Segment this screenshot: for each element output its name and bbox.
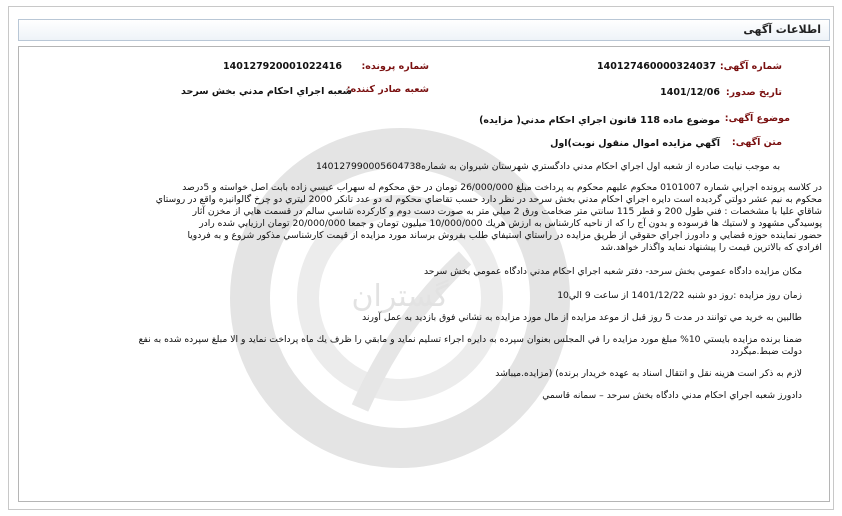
file-number-label: شماره پرونده: bbox=[361, 61, 429, 72]
text-label: متن آگهی: bbox=[731, 137, 782, 148]
body-line: دادورز شعبه اجراي احكام مدني دادگاه بخش سرحد – سمانه قاسمي bbox=[542, 390, 802, 401]
body-line: در كلاسه پرونده اجرايي شماره 0101007 محكوم عليهم محكوم به پرداخت مبلغ 26/000/000 تومان در حق محكوم له سهراب عيسي زاده بابت اصل خواسته و 5درصد bbox=[182, 182, 822, 193]
body-line: افرادي كه بالاترين قيمت را پيشنهاد نمايد واگذار خواهد.شد bbox=[600, 242, 822, 253]
section-title: اطلاعات آگهی bbox=[743, 23, 821, 36]
issue-date-label: تاریخ صدور: bbox=[725, 87, 782, 98]
subject-label: موضوع آگهی: bbox=[724, 113, 790, 124]
text-title: آگهي مزايده اموال منقول نوبت)اول bbox=[550, 138, 720, 149]
subject: موضوع ماده 118 قانون اجراي احكام مدني( مزايده) bbox=[479, 115, 720, 126]
body-line: به موجب نيابت صادره از شعبه اول اجراي احكام مدني دادگستري شهرستان شيروان به شماره140127990005604738 bbox=[315, 161, 780, 172]
issue-date: 1401/12/06 bbox=[660, 87, 720, 98]
section-header bbox=[18, 19, 830, 41]
notice-number: 140127460000324037 bbox=[597, 61, 716, 72]
file-number: 140127920001022416 bbox=[223, 61, 342, 72]
body-line: شاقاي عليا با مشخصات : فني طول 200 و قطر 115 سانتي متر ضخامت ورق 2 ميلي متر به صورت دست دوم و كاركرده شاسي سالم در قسمت هايي از مخزن آثار bbox=[192, 206, 822, 217]
issuer: شعبه اجراي احكام مدني بخش سرحد bbox=[181, 86, 352, 97]
issuer-label: شعبه صادر کننده: bbox=[346, 84, 429, 95]
body-line: زمان روز مزايده :روز دو شنبه 1401/12/22 از ساعت 9 الي10 bbox=[557, 290, 802, 301]
notice-number-label: شماره آگهی: bbox=[719, 61, 782, 72]
body-line: محكوم به نيم عشر دولتي گرديده است دايره اجراي احكام مدني بخش سرحد در نظر دارد حسب تقاضاي محكوم له دو عدد تانكر 2000 ليتري دو چرخ گالوانيزه واقع در روستاي bbox=[155, 194, 822, 205]
body-line: ضمنا برنده مزايده بايستي 10% مبلغ مورد مزايده را في المجلس بعنوان سپرده به دايره اجراء تسليم نمايد و مابقي را ظرف يك ماه پرداخت نمايد و الا مبلغ سپرده شده به نفع bbox=[138, 334, 802, 345]
body-line: لازم به ذكر است هزينه نقل و انتقال اسناد به عهده خريدار برنده) (مزايده.ميباشد bbox=[495, 368, 802, 379]
watermark-text: گستران bbox=[351, 279, 449, 314]
body-line: مكان مزايده دادگاه عمومي بخش سرحد- دفتر شعبه اجراي احكام مدني دادگاه عمومي بخش سرحد bbox=[423, 266, 802, 277]
body-line: پوسيدگي مشهود و لاستيك ها فرسوده و بدون آج را كه از ناحيه كارشناس به ارزش هريك 10/000/000 ميليون تومان و جمعا 20/000/000 تومان ارزيابي شده رادر bbox=[199, 218, 822, 229]
body-line: حضور نماينده حوزه قضايي و دادورز اجراي حقوقي از طريق مزايده در راستاي استيفاي طلب بفروش برساند مورد مزايده از قيمت كارشناسي مذكور شروع و به فردويا bbox=[187, 230, 822, 241]
body-line: دولت ضبط.ميگردد bbox=[730, 346, 802, 357]
body-line: طالبين به خريد مي توانند در مدت 5 روز قبل از موعد مزايده از مال مورد مزايده به نشاني فوق بازديد به عمل آورند bbox=[362, 312, 802, 323]
